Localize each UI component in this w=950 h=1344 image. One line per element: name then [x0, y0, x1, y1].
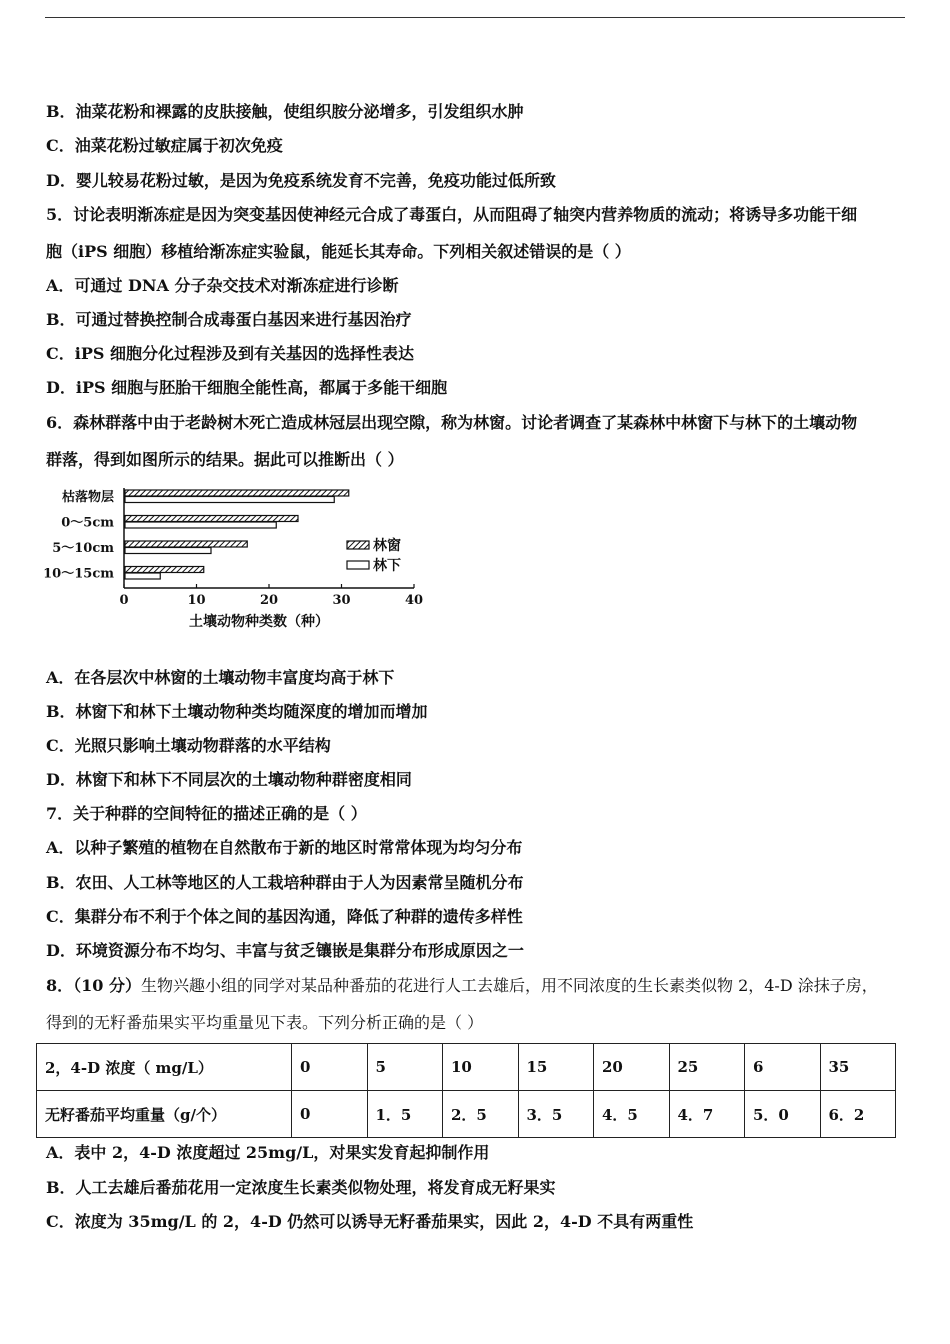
x-tick-label: 10: [187, 593, 206, 608]
table-cell: 15: [518, 1044, 594, 1091]
table-cell: 25: [669, 1044, 745, 1091]
table-row: [37, 1044, 896, 1091]
table-cell: 35: [820, 1044, 896, 1091]
table-cell: 0: [292, 1091, 368, 1138]
table-cell: 1．5: [367, 1091, 443, 1138]
table-cell: 2，4-D 浓度（ mg/L）: [37, 1044, 292, 1091]
question-7-stem: 7．关于种群的空间特征的描述正确的是（ ）: [46, 804, 367, 823]
category-label: 5～10cm: [52, 541, 114, 556]
table-cell: 3．5: [518, 1091, 594, 1138]
question-8-number: 8．: [46, 976, 74, 995]
table-cell: 0: [292, 1044, 368, 1091]
table-cell: 20: [594, 1044, 670, 1091]
x-axis-label: 土壤动物种类数（种）: [189, 614, 329, 630]
bar-linxia: [125, 497, 334, 503]
option-7b: B．农田、人工林等地区的人工栽培种群由于人为因素常呈随机分布: [46, 873, 524, 892]
option-8b: B．人工去雄后番茄花用一定浓度生长素类似物处理，将发育成无籽果实: [46, 1178, 556, 1197]
option-6b: B．林窗下和林下土壤动物种类均随深度的增加而增加: [46, 702, 428, 721]
table-row: [37, 1091, 896, 1138]
bar-linchuang: [125, 490, 349, 496]
table-cell: 5．0: [745, 1091, 821, 1138]
option-6d: D．林窗下和林下不同层次的土壤动物种群密度相同: [46, 770, 412, 789]
category-label: 枯落物层: [61, 490, 114, 505]
table-cell: 无籽番茄平均重量（g/个）: [37, 1091, 292, 1138]
question-8-stem-line1: [46, 976, 878, 996]
bar-linchuang: [125, 541, 247, 547]
option-5c: C．iPS 细胞分化过程涉及到有关基因的选择性表达: [46, 344, 414, 363]
header-rule: [45, 17, 905, 18]
option-5a: A．可通过 DNA 分子杂交技术对渐冻症进行诊断: [46, 276, 399, 295]
question-6-stem-line2: 群落，得到如图所示的结果。据此可以推断出（ ）: [46, 450, 404, 469]
option-8c: C．浓度为 35mg/L 的 2，4-D 仍然可以诱导无籽番茄果实，因此 2，4-D 不具有两重性: [46, 1212, 694, 1231]
option-6a: A．在各层次中林窗的土壤动物丰富度均高于林下: [46, 668, 395, 687]
question-5-stem-line1: 5．讨论表明渐冻症是因为突变基因使神经元合成了毒蛋白，从而阻碍了轴突内营养物质的流动；将诱导多功能干细: [46, 205, 858, 224]
bar-linchuang: [125, 567, 204, 573]
option-4d: D．婴儿较易花粉过敏，是因为免疫系统发育不完善，免疫功能过低所致: [46, 171, 556, 190]
bar-linchuang: [125, 516, 298, 522]
table-cell: 6．2: [820, 1091, 896, 1138]
question-6-stem-line1: 6．森林群落中由于老龄树木死亡造成林冠层出现空隙，称为林窗。讨论者调查了某森林中林窗下与林下的土壤动物: [46, 413, 858, 432]
table-cell: 4．5: [594, 1091, 670, 1138]
legend-swatch: [347, 561, 369, 569]
x-tick-label: 40: [404, 593, 424, 608]
table-cell: 6: [745, 1044, 821, 1091]
option-6c: C．光照只影响土壤动物群落的水平结构: [46, 736, 331, 755]
soil-animal-bar-chart: [42, 480, 442, 640]
question-5-stem-line2: 胞（iPS 细胞）移植给渐冻症实验鼠，能延长其寿命。下列相关叙述错误的是（ ）: [46, 242, 631, 261]
option-7d: D．环境资源分布不均匀、丰富与贫乏镶嵌是集群分布形成原因之一: [46, 941, 524, 960]
x-tick-label: 0: [119, 593, 129, 608]
legend-label: 林下: [373, 558, 401, 574]
x-tick-label: 20: [259, 593, 279, 608]
option-7a: A．以种子繁殖的植物在自然散布于新的地区时常常体现为均匀分布: [46, 838, 523, 857]
data-table: [36, 1043, 896, 1138]
option-8a: A．表中 2，4-D 浓度超过 25mg/L，对果实发育起抑制作用: [46, 1143, 490, 1162]
table-cell: 5: [367, 1044, 443, 1091]
category-label: 0～5cm: [61, 515, 114, 531]
bar-linxia: [125, 522, 276, 528]
option-4c: C．油菜花粉过敏症属于初次免疫: [46, 136, 283, 155]
option-4b: B．油菜花粉和裸露的皮肤接触，使组织胺分泌增多，引发组织水肿: [46, 102, 524, 121]
table-cell: 10: [443, 1044, 519, 1091]
question-8-text: 生物兴趣小组的同学对某品种番茄的花进行人工去雄后，用不同浓度的生长素类似物 2，4-D 涂抹子房，: [140, 976, 878, 995]
question-8-points: （10 分）: [73, 976, 141, 995]
table-cell: 4．7: [669, 1091, 745, 1138]
legend-swatch: [347, 541, 369, 549]
question-8-stem-line2: 得到的无籽番茄果实平均重量见下表。下列分析正确的是（ ）: [46, 1013, 484, 1032]
bar-linxia: [125, 573, 160, 579]
option-5b: B．可通过替换控制合成毒蛋白基因来进行基因治疗: [46, 310, 412, 329]
legend-label: 林窗: [373, 538, 401, 554]
option-7c: C．集群分布不利于个体之间的基因沟通，降低了种群的遗传多样性: [46, 907, 523, 926]
option-5d: D．iPS 细胞与胚胎干细胞全能性高，都属于多能干细胞: [46, 378, 448, 397]
table-cell: 2．5: [443, 1091, 519, 1138]
x-tick-label: 30: [332, 593, 351, 608]
category-label: 10～15cm: [43, 566, 114, 582]
bar-linxia: [125, 548, 211, 554]
